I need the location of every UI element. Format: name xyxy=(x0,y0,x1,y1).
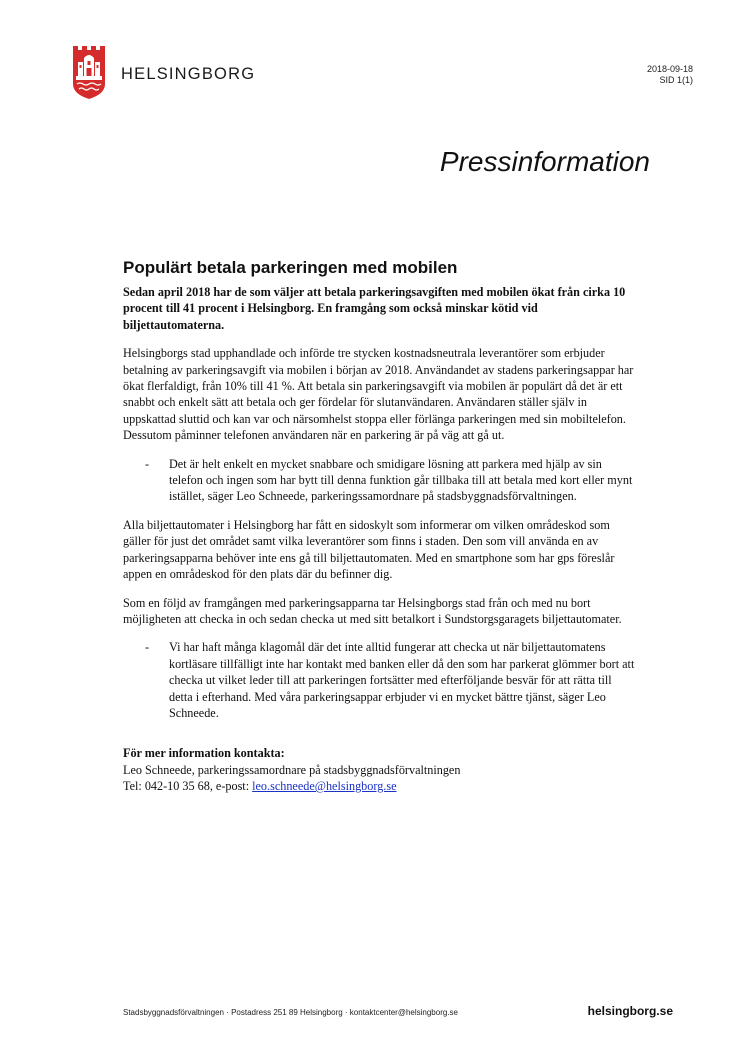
footer-website: helsingborg.se xyxy=(587,1004,673,1018)
quote-1-text: Det är helt enkelt en mycket snabbare och smidigare lösning att parkera med hjälp av sin telefon och ingen som har bytt till denna funktion går tillbaka till att betala med kort eller mynt istället, säger Leo Schneede, parkeringssamordnare på stadsbyggnadsförvaltningen. xyxy=(169,456,633,504)
contact-person: Leo Schneede, parkeringssamordnare på stadsbyggnadsförvaltningen xyxy=(123,762,461,777)
document-meta xyxy=(647,64,693,86)
quote-dash: - xyxy=(145,456,150,471)
paragraph-2: Alla biljettautomater i Helsingborg har fått en sidoskylt som informerar om vilken områdeskod som gäller för just det området samt vilka leverantörer som finns i staden. Den som vill använda en av parkeringsapparna behöver inte ens gå till biljettautomaten. Med en smartphone som har gps föreslår appen en områdeskod för den plats där du befinner dig. xyxy=(123,517,615,582)
quote-dash: - xyxy=(145,640,150,655)
quote-2 xyxy=(123,639,635,721)
helsingborg-logo xyxy=(72,44,255,100)
quote-2-text: Vi har haft många klagomål där det inte alltid fungerar att checka ut när biljettautomatens kortläsare tillfälligt inte har kontakt med banken eller då den som har parkerat glömmer bort att checka ut vilket leder till att parkeringen fortsätter med efterföljande besvär för att rätta till detta i efterhand. Med våra parkeringsappar erbjuder vi en mycket bättre tjänst, säger Leo Schneede. xyxy=(169,640,635,720)
quote-1 xyxy=(123,456,635,505)
article-ingress: Sedan april 2018 har de som väljer att betala parkeringsavgiften med mobilen ökat från cirka 10 procent till 41 procent i Helsingborg. En framgång som också minskar kötid vid biljettautomaterna. xyxy=(123,285,626,332)
paragraph-3: Som en följd av framgången med parkeringsapparna tar Helsingborgs stad från och med nu bort möjligheten att checka in och sedan checka ut med sitt betalkort i Sundstorgsgaragets biljettautomater. xyxy=(123,595,622,626)
document-type-title: Pressinformation xyxy=(439,146,650,177)
article-headline: Populärt betala parkeringen med mobilen xyxy=(123,258,458,277)
logo-wordmark: HELSINGBORG xyxy=(121,64,256,83)
city-crest-icon xyxy=(72,44,106,100)
contact-email-link[interactable]: leo.schneede@helsingborg.se xyxy=(252,779,397,794)
contact-title: För mer information kontakta: xyxy=(123,746,285,761)
paragraph-1: Helsingborgs stad upphandlade och införde tre stycken kostnadsneutrala leverantörer som erbjuder betalning av parkeringsavgift via mobilen i början av 2018. Användandet av stadens parkeringsappar har ökat flerfaldigt, från 10% till 41 %. Att betala sin parkeringsavgift via mobilen är populärt då det är ett snabbt och enkelt sätt att betala och ger fördelar för slutanvändaren. Användaren ställer själv in uppskattad sluttid och kan var och närsomhelst stoppa eller förlänga parkeringen med sin mobiltelefon. Dessutom påminner telefonen användaren när en parkering är på väg att gå ut. xyxy=(123,346,634,443)
footer-address: Stadsbyggnadsförvaltningen · Postadress 251 89 Helsingborg · kontaktcenter@helsingborg.se xyxy=(123,1008,458,1017)
contact-block xyxy=(123,745,635,794)
article-body xyxy=(123,258,635,795)
document-date: 2018-09-18 xyxy=(646,64,693,74)
contact-phone: Tel: 042-10 35 68, e-post: xyxy=(123,779,253,794)
contact-line xyxy=(123,778,635,794)
page-number: SID 1(1) xyxy=(659,75,693,85)
